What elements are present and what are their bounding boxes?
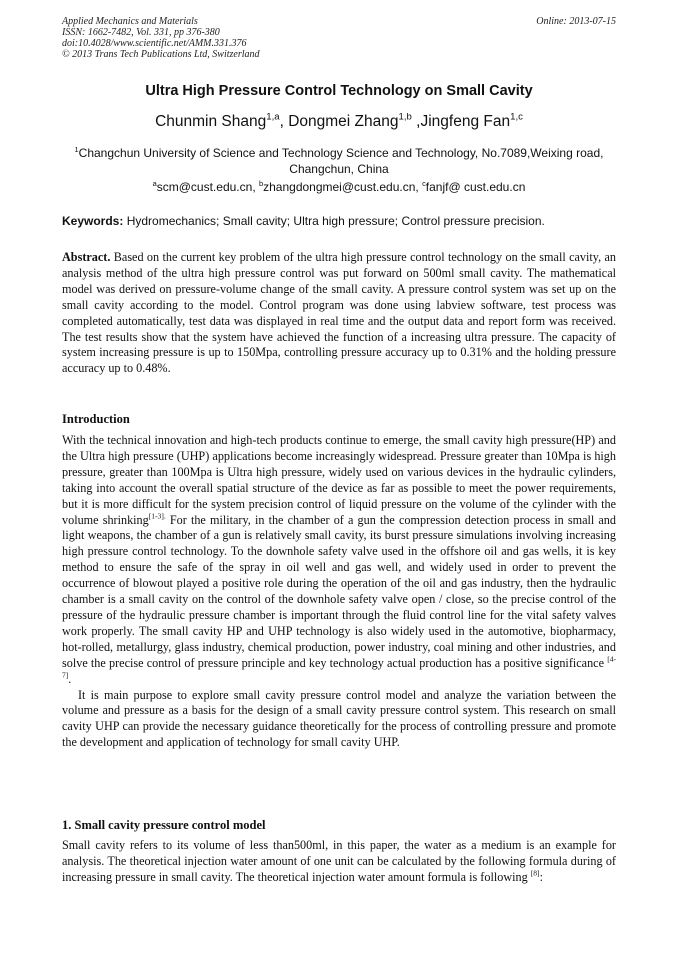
affiliation-sup: 1: [74, 144, 79, 154]
paragraph-text: For the military, in the chamber of a gun the compression detection process in small and light weapons, the chamber of a gun is relatively small cavity, its burst pressure simulations involving increasing high pressure control technology. To the downhole safety valve used in the offshore oil and gas wells, it is key method to ensure the safe of the spray in oil well and gas well, and widely used in order to prevent the occurrence of blowout played a positive role during the operation of the oil and gas industry, then the hydraulic chamber is a small cavity on the control of the downhole safety valve open / close, so the precise control of the pressure of the hydraulic pressure chamber is important through the fluid control line for the vital safety valves work properly. The small cavity HP and UHP technology is also widely used in the automotive, biopharmacy, hot-rolled, metallurgy, glass industry, chemical production, power industry, coal mining and other industries, and solve the precise control of pressure principle and key technology actual production has a positive significance: [62, 512, 616, 670]
introduction-paragraph: [62, 433, 616, 688]
author-name: Jingfeng Fan: [420, 113, 511, 130]
introduction-body: [62, 433, 616, 751]
email-address: fanjf@ cust.edu.cn: [425, 180, 526, 194]
section-body: [62, 838, 616, 886]
introduction-heading: Introduction: [62, 412, 130, 426]
citation-ref: [4-7]: [62, 654, 616, 680]
abstract-label: Abstract.: [62, 250, 111, 264]
introduction-paragraph: It is main purpose to explore small cavity pressure control model and analyze the variation between the volume and pressure as a basis for the design of a small cavity pressure control system. This research on small cavity UHP can provide the necessary guidance theoretically for the process of controlling pressure and promote the development and application of technology for small cavity UHP.: [62, 687, 616, 750]
author-name: Chunmin Shang: [155, 113, 267, 130]
section-paragraph: [62, 838, 616, 886]
copyright-line: © 2013 Trans Tech Publications Ltd, Switzerland: [62, 49, 260, 60]
keywords: [62, 213, 616, 229]
keywords-label: Keywords:: [62, 214, 124, 228]
section-heading: 1. Small cavity pressure control model: [62, 818, 266, 832]
email-list: [62, 179, 616, 195]
paper-title: Ultra High Pressure Control Technology on Small Cavity: [145, 83, 533, 99]
email-address: scm@cust.edu.cn: [156, 180, 253, 194]
affiliation: [62, 145, 616, 177]
journal-name: Applied Mechanics and Materials: [62, 16, 198, 27]
email-sup: b: [258, 178, 264, 188]
email-separator: ,: [252, 180, 259, 194]
author-affil-sup: 1,a: [266, 111, 280, 123]
doi-line: doi:10.4028/www.scientific.net/AMM.331.376: [62, 38, 247, 49]
keywords-text: Hydromechanics; Small cavity; Ultra high pressure; Control pressure precision.: [123, 214, 545, 228]
author-affil-sup: 1,c: [510, 111, 523, 123]
affiliation-text: Changchun University of Science and Technology Science and Technology, No.7089,Weixing road, Changchun, China: [78, 146, 604, 176]
paragraph-text: :: [539, 869, 543, 884]
author-list: [62, 112, 616, 132]
email-address: zhangdongmei@cust.edu.cn: [263, 180, 416, 194]
email-sup: a: [152, 178, 157, 188]
paragraph-text: With the technical innovation and high-tech products continue to emerge, the small cavity high pressure(HP) and the Ultra high pressure (UHP) applications become increasingly widespread. Pressure greater than 10Mpa is high pressure, greater than 100Mpa is Ultra high pressure, widely used on various devices in the hydraulic cylinders, taking into account the overall spatial structure of the device as far as possible to meet the power requirements, but it is more difficult for the system precision control of liquid pressure on the volume of the cylinder with the volume shrinking: [62, 433, 616, 527]
author-affil-sup: 1,b: [398, 111, 412, 123]
issn-line: ISSN: 1662-7482, Vol. 331, pp 376-380: [62, 27, 220, 38]
author-separator: ,: [411, 113, 421, 130]
email-sup: c: [422, 178, 426, 188]
citation-ref: [1-3].: [148, 511, 166, 521]
journal-header: [62, 16, 616, 60]
citation-ref: [8]: [530, 868, 540, 878]
email-separator: ,: [415, 180, 423, 194]
paragraph-text: .: [68, 671, 72, 686]
author-separator: ,: [279, 113, 289, 130]
abstract-text: Based on the current key problem of the ultra high pressure control technology on the small cavity, an analysis method of the ultra high pressure control was put forward on 500ml small cavity. The mathematical model was derived on pressure-volume change of the small cavity. A pressure control system was set up on the small cavity according to the model. Control program was done using labview software, test process was completed automatically, test data was displayed in real time and the output data and report form was received. The test results show that the system have achieved the function of a increasing ultra pressure. The capacity of system increasing pressure is up to 150Mpa, controlling pressure accuracy up to 0.31% and the holding pressure accuracy up to 0.48%.: [62, 250, 616, 376]
online-date: Online: 2013-07-15: [536, 16, 616, 27]
paragraph-text: Small cavity refers to its volume of less than500ml, in this paper, the water as a medium is an example for analysis. The theoretical injection water amount of one unit can be calculated by the following formula during of increasing pressure in small cavity. The theoretical injection water amount formula is following: [62, 838, 616, 884]
abstract: [62, 250, 616, 377]
author-name: Dongmei Zhang: [288, 113, 399, 130]
